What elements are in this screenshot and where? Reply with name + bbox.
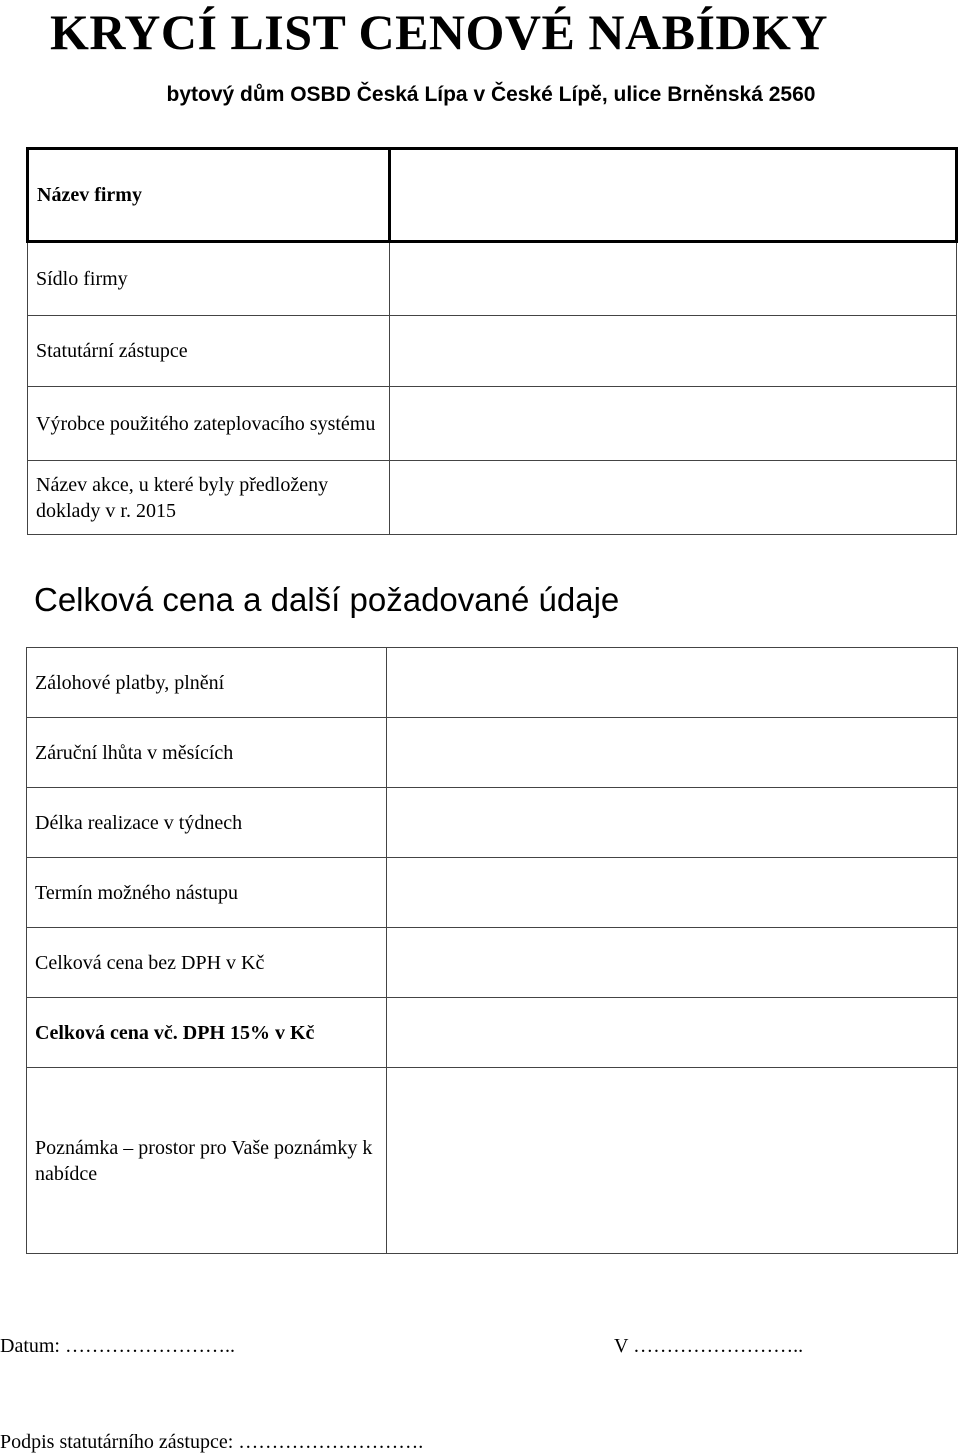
document-subtitle: bytový dům OSBD Česká Lípa v České Lípě, ulice Brněnská 2560 <box>166 83 816 106</box>
price-table <box>26 647 958 1254</box>
statutory-rep-field[interactable] <box>390 316 957 387</box>
table-row <box>27 998 958 1068</box>
firm-seat-field[interactable] <box>390 242 957 316</box>
advance-payments-label: Zálohové platby, plnění <box>27 648 387 718</box>
price-incl-vat-label: Celková cena vč. DPH 15% v Kč <box>27 998 387 1068</box>
firm-seat-label: Sídlo firmy <box>28 242 390 316</box>
price-excl-vat-field[interactable] <box>387 928 958 998</box>
action-name-label: Název akce, u které byly předloženy doklady v r. 2015 <box>28 461 390 535</box>
table-row <box>27 788 958 858</box>
table-row <box>27 858 958 928</box>
note-label: Poznámka – prostor pro Vaše poznámky k nabídce <box>27 1068 387 1254</box>
firm-info-table <box>26 147 958 535</box>
note-field[interactable] <box>387 1068 958 1254</box>
statutory-rep-label: Statutární zástupce <box>28 316 390 387</box>
place-line: V …………………….. <box>614 1335 804 1357</box>
table-row <box>27 648 958 718</box>
table-row <box>27 718 958 788</box>
table-row <box>28 461 957 535</box>
start-date-field[interactable] <box>387 858 958 928</box>
advance-payments-field[interactable] <box>387 648 958 718</box>
table-row <box>27 928 958 998</box>
section-title: Celková cena a další požadované údaje <box>34 581 620 618</box>
warranty-label: Záruční lhůta v měsících <box>27 718 387 788</box>
duration-label: Délka realizace v týdnech <box>27 788 387 858</box>
price-incl-vat-field[interactable] <box>387 998 958 1068</box>
action-name-field[interactable] <box>390 461 957 535</box>
firm-name-field[interactable] <box>390 149 957 242</box>
document-title: KRYCÍ LIST CENOVÉ NABÍDKY <box>50 4 829 60</box>
manufacturer-label: Výrobce použitého zateplovacího systému <box>28 387 390 461</box>
table-row <box>28 387 957 461</box>
table-row <box>28 316 957 387</box>
manufacturer-field[interactable] <box>390 387 957 461</box>
signature-line: Podpis statutárního zástupce: ………………………. <box>0 1431 424 1453</box>
table-row <box>28 242 957 316</box>
firm-name-label: Název firmy <box>28 149 390 242</box>
table-row <box>28 149 957 242</box>
table-row <box>27 1068 958 1254</box>
date-line: Datum: …………………….. <box>0 1335 235 1357</box>
duration-field[interactable] <box>387 788 958 858</box>
start-date-label: Termín možného nástupu <box>27 858 387 928</box>
warranty-field[interactable] <box>387 718 958 788</box>
price-excl-vat-label: Celková cena bez DPH v Kč <box>27 928 387 998</box>
